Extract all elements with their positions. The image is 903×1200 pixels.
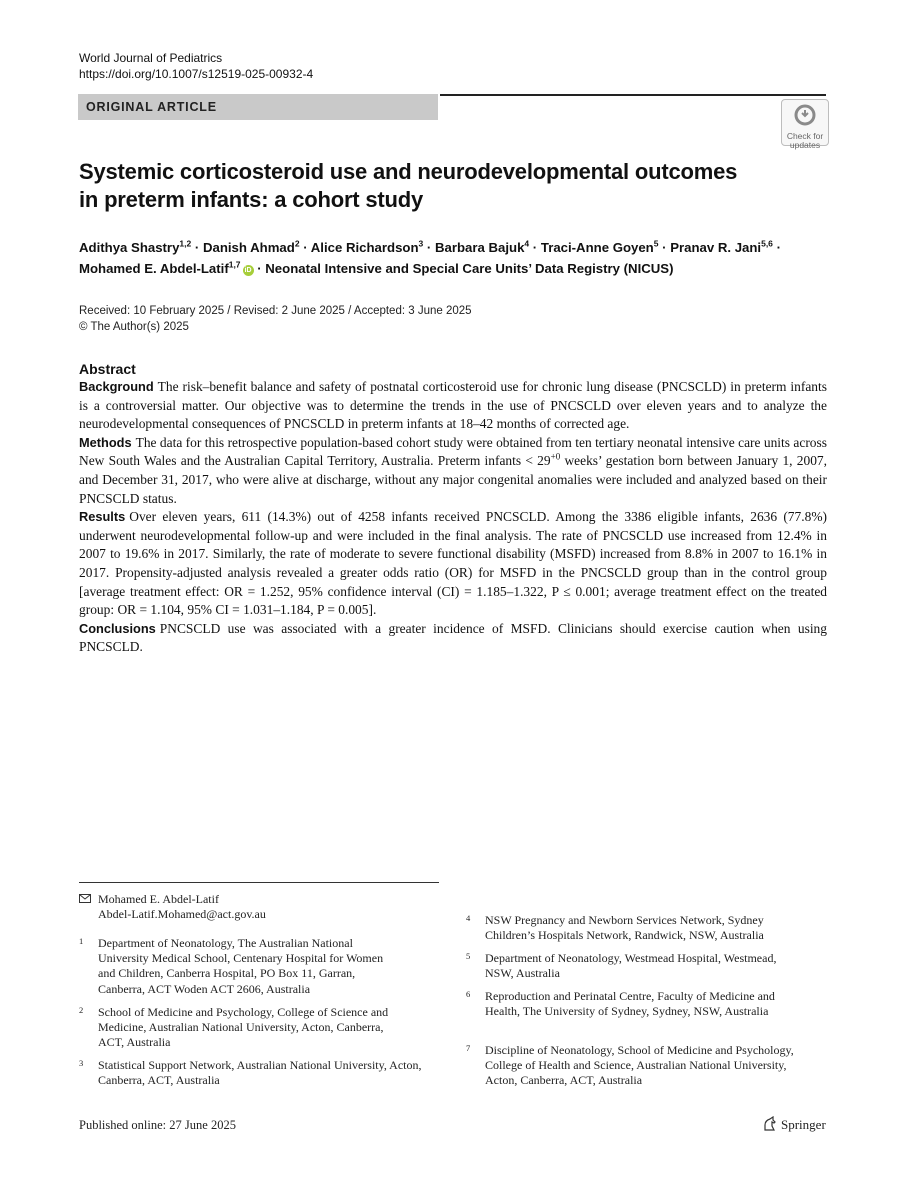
- abstract-background: Background The risk–benefit balance and safety of postnatal corticosteroid use for chronic lung disease (PNCSCLD) in preterm infants is a controversial matter. Our objective was to determine the trends in the use of PNCSCLD over eleven years and to analyze the neurodevelopmental consequences of PNCSCLD in preterm infants at 18–42 months of corrected age.: [79, 379, 827, 432]
- journal-name: World Journal of Pediatrics: [79, 51, 223, 65]
- abstract-heading: Abstract: [79, 361, 136, 377]
- check-updates-icon: [794, 104, 816, 126]
- author-name: Barbara Bajuk: [434, 240, 525, 255]
- title-line-2: in preterm infants: a cohort study: [79, 187, 424, 212]
- author-name: Mohamed E. Abdel-Latif: [79, 261, 229, 276]
- affiliation-item: 7 Discipline of Neonatology, School of Medicine and Psychology, College of Health and Science, Australian National University, Acton, Canberra, ACT, Australia: [466, 1043, 794, 1088]
- corresponding-author: [79, 892, 439, 922]
- author-list: Adithya Shastry$^{1,2}$ · Danish Ahmad$^2$ · Alice Richardson$^3$ · Barbara Bajuk$^4$ · Traci-Anne Goyen$^5$ · Pranav R. Jani$^{5,6}$ · Mohamed E. Abdel-Latif$^{1,7}$iD · Neonatal Intensive and Special Care Units’ Data Registry (NICUS): [79, 238, 781, 276]
- author-name: Adithya Shastry: [79, 240, 180, 255]
- corresponding-email[interactable]: Abdel-Latif.Mohamed@act.gov.au: [98, 907, 266, 922]
- copyright: © The Author(s) 2025: [79, 321, 189, 333]
- author-affiliation: 3: [418, 238, 424, 249]
- check-label-1: Check for: [786, 131, 824, 141]
- doi-link[interactable]: https://doi.org/10.1007/s12519-025-00932-4: [79, 67, 314, 81]
- affiliation-item: 6 Reproduction and Perinatal Centre, Faculty of Medicine and Health, The University of Sydney, Sydney, NSW, Australia: [466, 989, 775, 1019]
- abstract-body: [79, 378, 827, 657]
- orcid-icon[interactable]: iD: [244, 267, 252, 274]
- conclusions-label: Conclusions: [79, 620, 156, 636]
- journal-header: [79, 50, 313, 82]
- author-affiliation: 1,2: [179, 238, 192, 249]
- published-online: Published online: 27 June 2025: [79, 1118, 236, 1132]
- author-name: Pranav R. Jani: [670, 240, 762, 255]
- abstract-conclusions: Conclusions PNCSCLD use was associated with a greater incidence of MSFD. Clinicians should exercise caution when using PNCSCLD.: [79, 620, 827, 655]
- publisher-name: Springer: [781, 1117, 826, 1132]
- corresponding-name: Mohamed E. Abdel-Latif: [98, 892, 219, 906]
- abstract-results: Results Over eleven years, 611 (14.3%) out of 4258 infants received PNCSCLD. Among the 3386 eligible infants, 2636 (77.8%) underwent neurodevelopmental follow-up and were included in the final analysis. The rate of PNCSCLD use increased from 12.4% in 2007 to 19.6% in 2017. Similarly, the rate of moderate to severe functional disability (MSFD) increased from 8.8% in 2007 to 16.1% in 2017. Propensity-adjusted analysis revealed a greater odds ratio (OR) for MSFD in the PNCSCLD group than in the control group [average treatment effect: OR = 1.252, 95% confidence interval (CI) = 1.185–1.322, P ≤ 0.001; average treatment effect on the treated group: OR = 1.104, 95% CI = 1.031–1.184, P = 0.005].: [79, 509, 827, 618]
- title-line-1: Systemic corticosteroid use and neurodevelopmental outcomes: [79, 159, 738, 184]
- author-name: Alice Richardson: [310, 240, 419, 255]
- author-name: Danish Ahmad: [202, 240, 295, 255]
- author-affiliation: 4: [524, 238, 530, 249]
- results-label: Results: [79, 509, 126, 525]
- article-title: [79, 158, 799, 214]
- background-label: Background: [79, 379, 154, 394]
- section-label: ORIGINAL ARTICLE: [86, 100, 217, 114]
- springer-horse-icon: [762, 1116, 778, 1132]
- header-rule: [440, 94, 826, 96]
- check-for-updates-badge[interactable]: [781, 99, 829, 150]
- footnote-rule: [79, 882, 439, 883]
- springer-logo[interactable]: [762, 1116, 826, 1133]
- affiliation-item: 1 Department of Neonatology, The Australian National University Medical School, Centenary Hospital for Women and Children, Canberra Hospital, PO Box 11, Garran, Canberra, ACT Woden ACT 2606, Australia: [79, 936, 384, 996]
- check-label-2: updates: [789, 140, 821, 150]
- author-affiliation: 5,6: [761, 238, 773, 249]
- affiliation-item: 2 School of Medicine and Psychology, College of Science and Medicine, Australian National University, Acton, Canberra, ACT, Australia: [79, 1005, 389, 1050]
- abstract-methods: Methods The data for this retrospective population-based cohort study were obtained from ten tertiary neonatal intensive care units across New South Wales and the Australian Capital Territory, Australia. Preterm infants < $29^{+0}$ weeks’ gestation born between January 1, 2007, and December 31, 2017, who were alive at discharge, without any major congenital anomalies were included and analyzed based on their PNCSCLD status.: [79, 434, 828, 506]
- methods-label: Methods: [79, 434, 132, 450]
- envelope-icon: [79, 894, 91, 903]
- section-label-bar: [78, 94, 438, 120]
- author-affiliation: 2: [294, 238, 300, 249]
- affiliation-item: 3 Statistical Support Network, Australian National University, Acton, Canberra, ACT, Australia: [79, 1058, 422, 1088]
- affiliation-item: 5 Department of Neonatology, Westmead Hospital, Westmead, NSW, Australia: [466, 951, 777, 981]
- author-affiliation: 1,7: [228, 259, 241, 270]
- author-name: Traci-Anne Goyen: [540, 240, 654, 255]
- article-dates: [79, 303, 472, 335]
- author-affiliation: 5: [653, 238, 659, 249]
- affiliation-item: 4 NSW Pregnancy and Newborn Services Network, Sydney Children’s Hospitals Network, Randwick, NSW, Australia: [466, 913, 764, 943]
- received-revised-accepted: Received: 10 February 2025 / Revised: 2 June 2025 / Accepted: 3 June 2025: [79, 305, 472, 317]
- author-group: Neonatal Intensive and Special Care Units’ Data Registry (NICUS): [265, 261, 674, 276]
